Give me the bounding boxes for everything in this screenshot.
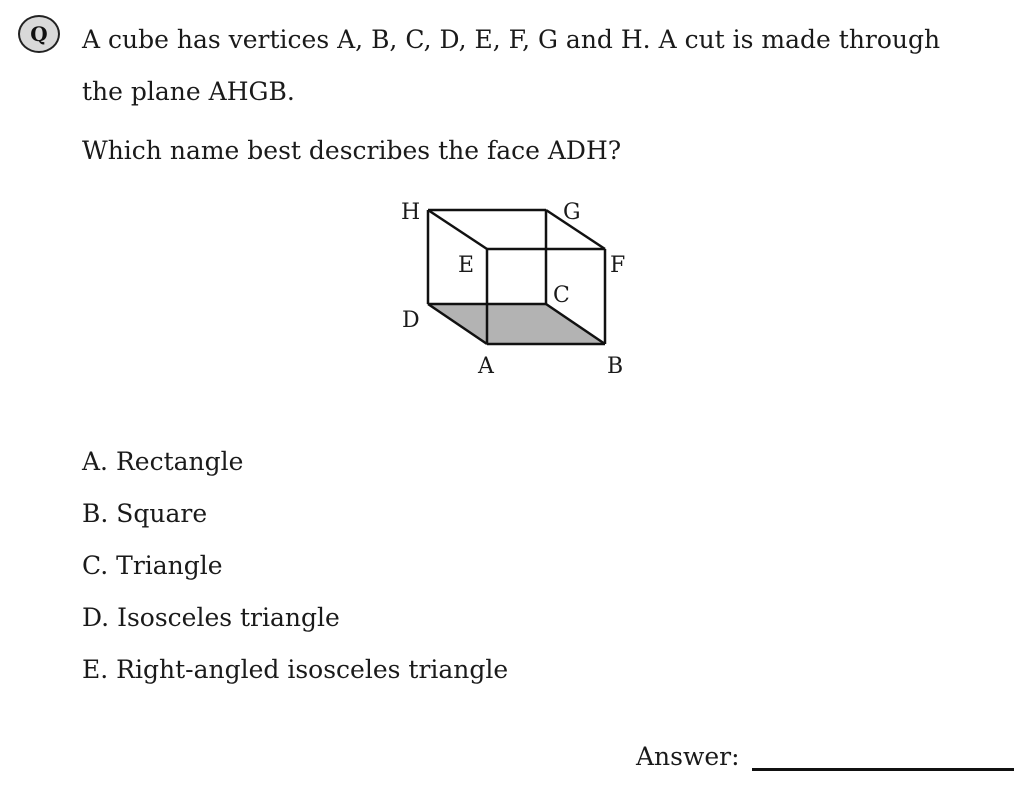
answer-options <box>82 440 508 700</box>
option-a[interactable] <box>82 440 508 492</box>
option-b[interactable] <box>82 492 508 544</box>
option-letter: A. <box>82 447 109 476</box>
option-text: Right-angled isosceles triangle <box>116 655 509 684</box>
vertex-label-f: F <box>610 253 626 278</box>
question-badge <box>18 15 60 53</box>
vertex-label-h: H <box>401 200 421 225</box>
vertex-label-b: B <box>607 354 624 379</box>
shaded-face-dabc <box>428 304 605 344</box>
vertex-label-g: G <box>563 200 581 225</box>
answer-label: Answer: <box>636 742 740 771</box>
answer-blank[interactable] <box>752 742 1014 771</box>
cube-diagram <box>390 192 640 387</box>
option-text: Rectangle <box>115 447 244 476</box>
question-prompt: Which name best describes the face ADH? <box>82 136 622 165</box>
option-c[interactable] <box>82 544 508 596</box>
option-text: Triangle <box>116 551 223 580</box>
option-letter: E. <box>82 655 109 684</box>
vertex-label-e: E <box>458 253 475 278</box>
option-e[interactable] <box>82 648 508 700</box>
option-text: Square <box>116 499 208 528</box>
edge-he <box>428 210 487 249</box>
option-d[interactable] <box>82 596 508 648</box>
option-letter: C. <box>82 551 109 580</box>
question-badge-label: Q <box>30 22 48 46</box>
vertex-label-d: D <box>402 308 420 333</box>
option-letter: B. <box>82 499 109 528</box>
answer-row <box>636 742 1014 771</box>
option-text: Isosceles triangle <box>117 603 340 632</box>
vertex-label-a: A <box>478 354 494 379</box>
option-letter: D. <box>82 603 110 632</box>
vertex-label-c: C <box>553 283 570 308</box>
question-text: A cube has vertices A, B, C, D, E, F, G and H. A cut is made through the plane AHGB. <box>82 25 941 106</box>
